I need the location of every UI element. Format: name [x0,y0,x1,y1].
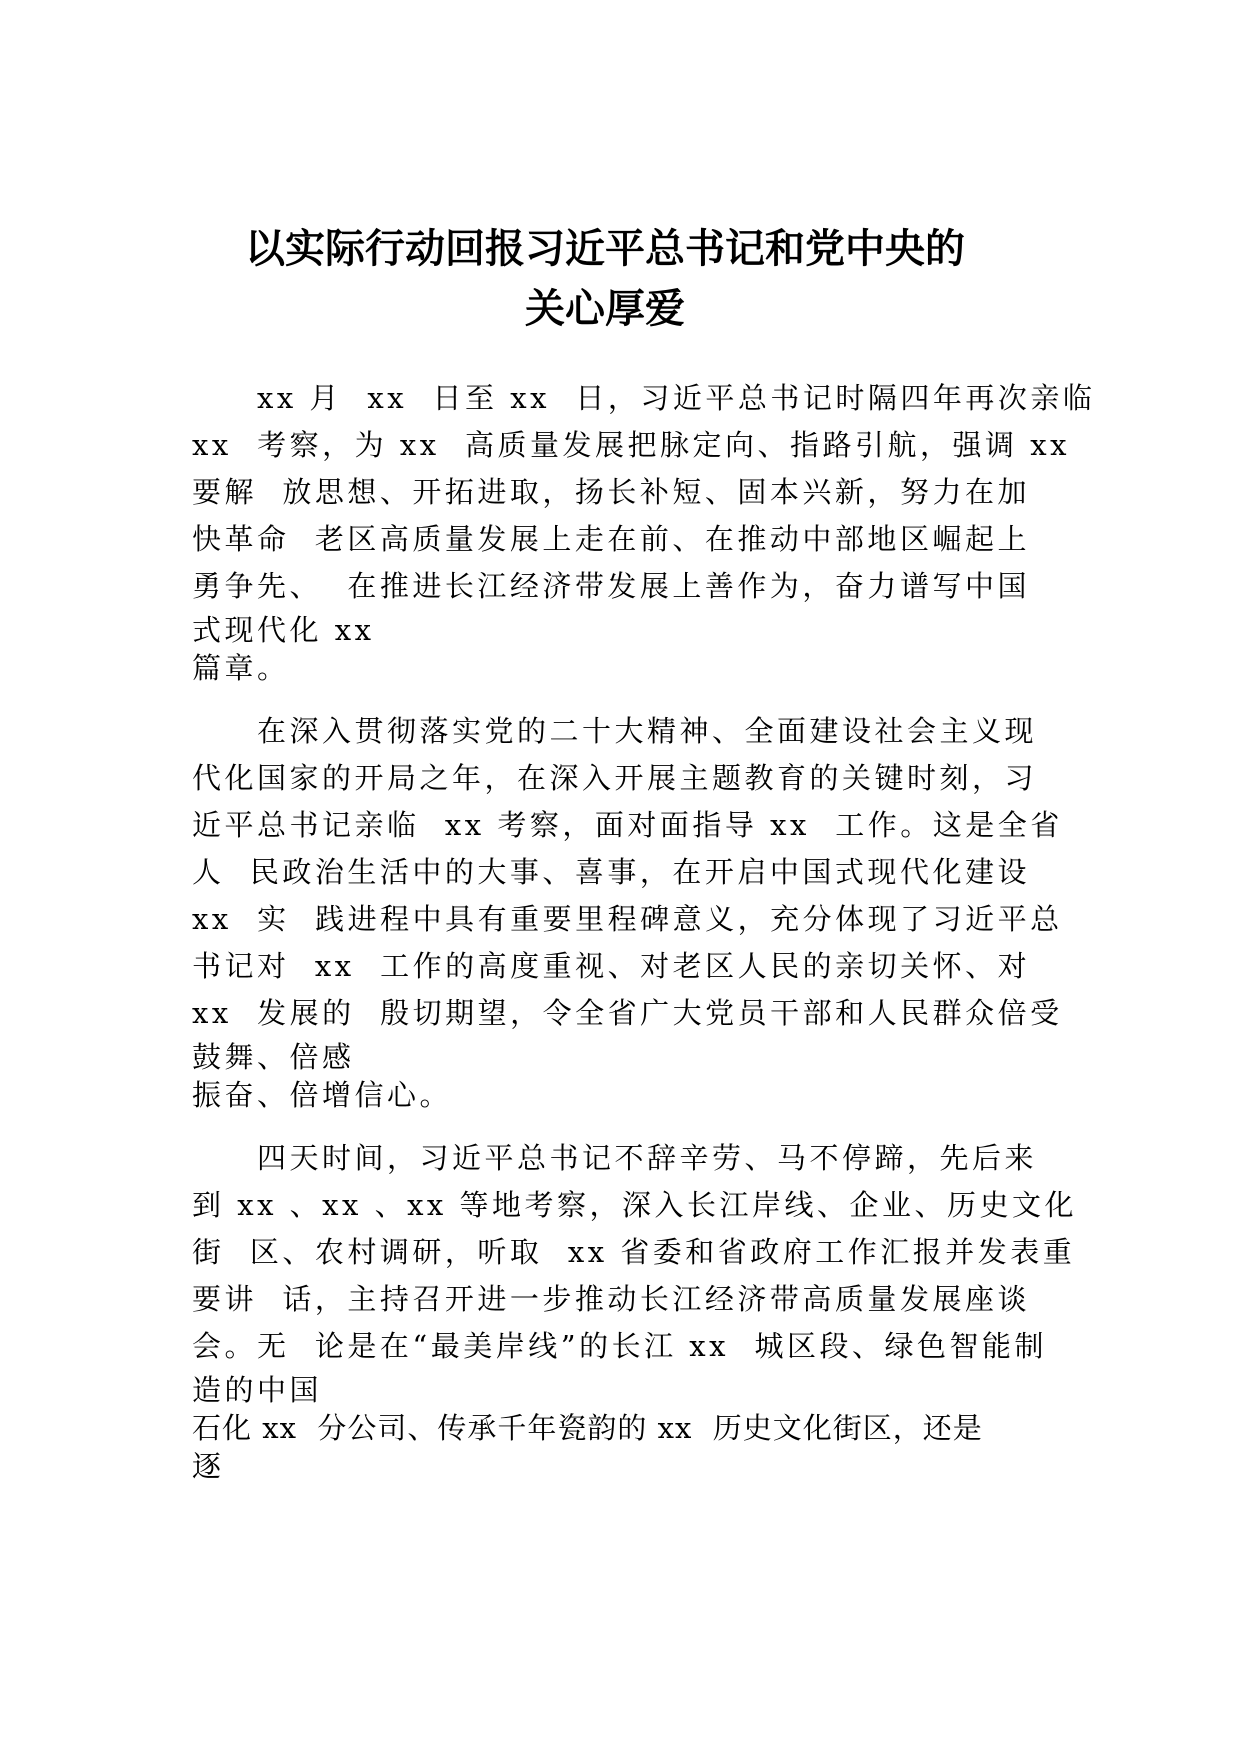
body-line: xx 考察，为 xx 高质量发展把脉定向、指路引航，强调 xx [192,428,1070,462]
body-line: xx 发展的 殷切期望，令全省广大党员干部和人民群众倍受 [192,996,1063,1030]
body-line: 篇章。 [192,651,290,685]
body-line: 鼓舞、倍感 [192,1040,355,1074]
body-line: 书记对 xx 工作的高度重视、对老区人民的亲切关怀、对 [192,949,1031,983]
body-line: 石化 xx 分公司、传承千年瓷韵的 xx 历史文化街区，还是 [192,1411,983,1445]
body-line: xx 实 践进程中具有重要里程碑意义，充分体现了习近平总 [192,902,1063,936]
body-line: 快革命 老区高质量发展上走在前、在推动中部地区崛起上 [192,522,1030,556]
body-line: 逐 [192,1449,225,1483]
body-line: 人 民政治生活中的大事、喜事，在开启中国式现代化建设 [192,855,1030,889]
body-line: 近平总书记亲临 xx 考察，面对面指导 xx 工作。这是全省 [192,808,1063,842]
document-title-line-2: 关心厚爱 [525,286,685,332]
body-line: xx 月 xx 日至 xx 日，习近平总书记时隔四年再次亲临 [257,381,1096,415]
body-line: 四天时间，习近平总书记不辞辛劳、马不停蹄，先后来 [257,1141,1038,1175]
body-line: 代化国家的开局之年，在深入开展主题教育的关键时刻，习 [192,761,1038,795]
body-line: 要讲 话，主持召开进一步推动长江经济带高质量发展座谈 [192,1282,1030,1316]
body-line: 勇争先、 在推进长江经济带发展上善作为，奋力谱写中国 [192,569,1030,603]
body-line: 要解 放思想、开拓进取，扬长补短、固本兴新，努力在加 [192,475,1030,509]
body-line: 式现代化 xx [192,613,375,647]
body-line: 在深入贯彻落实党的二十大精神、全面建设社会主义现 [257,714,1038,748]
body-line: 造的中国 [192,1373,323,1407]
body-line: 会。无 论是在“最美岸线”的长江 xx 城区段、绿色智能制 [192,1329,1047,1363]
body-line: 振奋、倍增信心。 [192,1078,453,1112]
body-line: 到 xx 、xx 、xx 等地考察，深入长江岸线、企业、历史文化 [192,1188,1078,1222]
document-title-line-1: 以实际行动回报习近平总书记和党中央的 [245,226,965,272]
body-line: 街 区、农村调研，听取 xx 省委和省政府工作汇报并发表重 [192,1235,1076,1269]
